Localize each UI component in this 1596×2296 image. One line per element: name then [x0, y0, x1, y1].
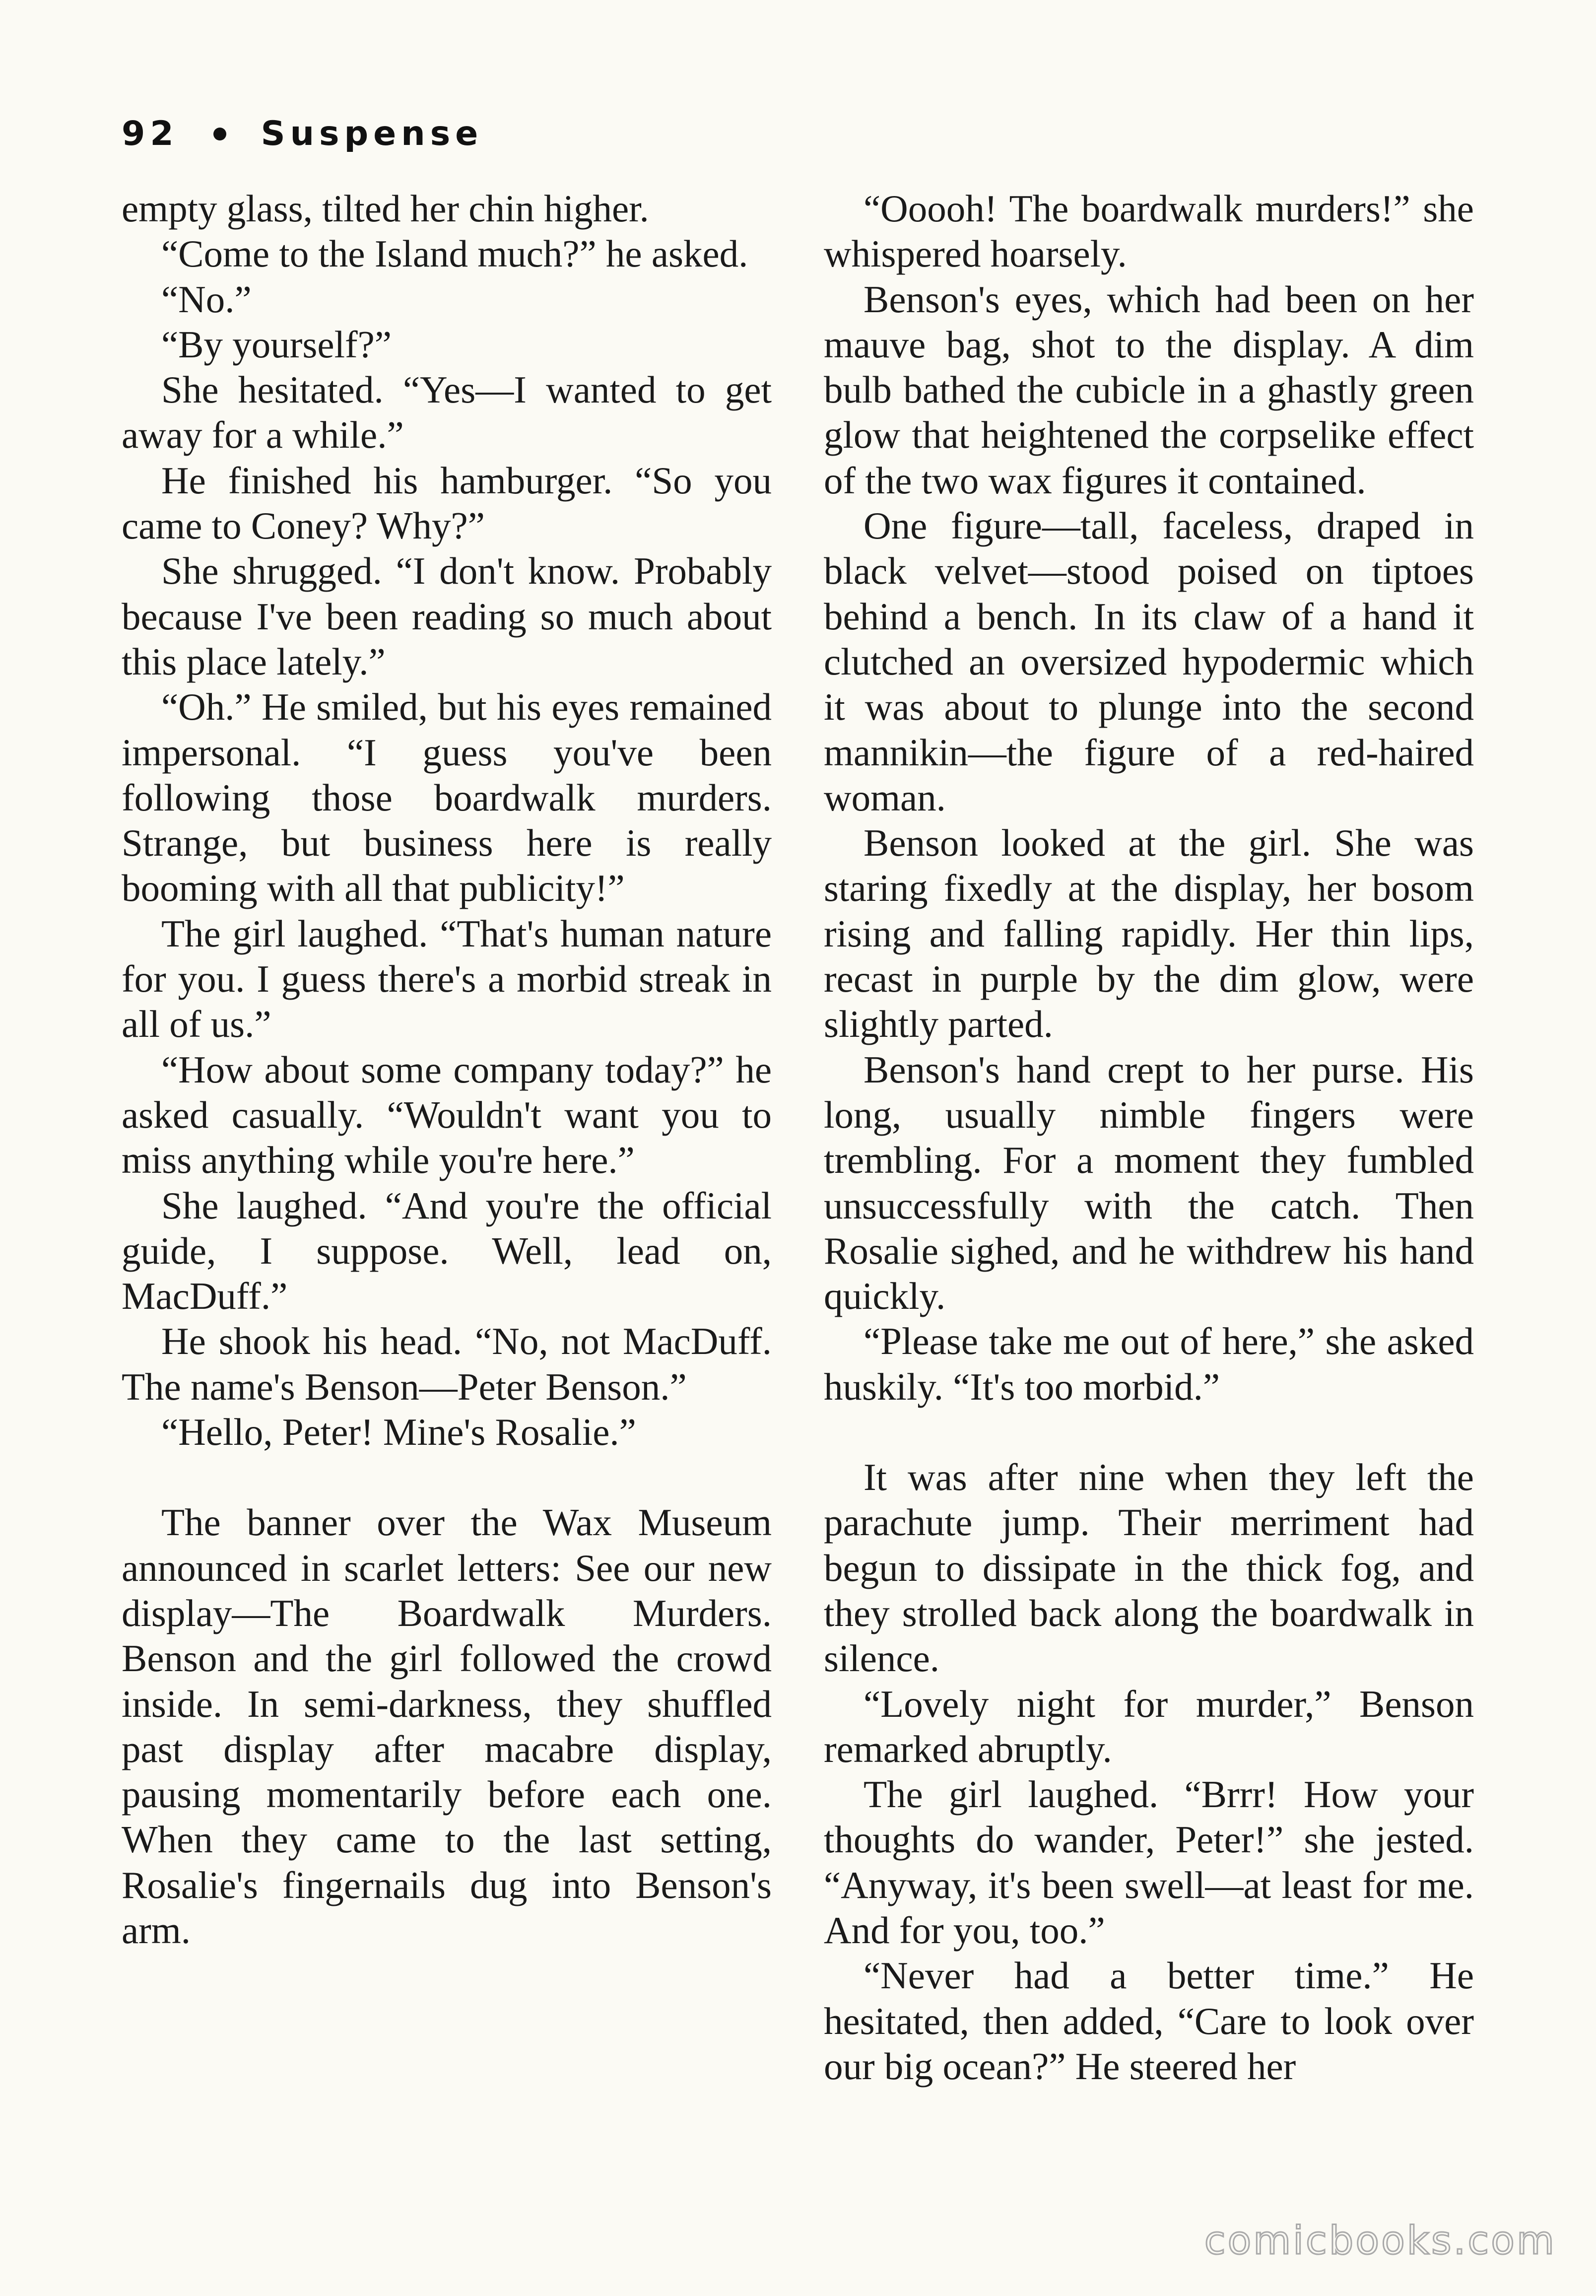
- paragraph: “Never had a better time.” He hesitated, then added, “Care to look over our big ocean?” He steered her: [824, 1954, 1474, 2088]
- paragraph: “Lovely night for murder,” Benson remarked abruptly.: [824, 1682, 1474, 1770]
- paragraph: “Come to the Island much?” he asked.: [161, 232, 748, 275]
- paragraph: The banner over the Wax Museum announced in scarlet letters: See our new display—The Boardwalk Murders. Benson and the girl followed the crowd inside. In semi-darkness, they shuffled past display after macabre display, pausing momentarily before each one. When they came to the last setting, Rosalie's fingernails dug into Benson's arm.: [122, 1501, 772, 1952]
- paragraph: The girl laughed. “That's human nature for you. I guess there's a morbid streak in all of us.”: [122, 912, 772, 1046]
- paragraph: “How about some company today?” he asked casually. “Wouldn't want you to miss anything while you're here.”: [122, 1048, 772, 1182]
- paragraph: It was after nine when they left the parachute jump. Their merriment had begun to dissipate in the thick fog, and they strolled back along the boardwalk in silence.: [824, 1456, 1474, 1680]
- paragraph: “Oh.” He smiled, but his eyes remained impersonal. “I guess you've been following those boardwalk murders. Strange, but business here is really booming with all that publicity!”: [122, 685, 772, 910]
- magazine-title: Suspense: [261, 114, 483, 153]
- bullet-icon: [213, 128, 226, 140]
- paragraph: Benson looked at the girl. She was staring fixedly at the display, her bosom rising and falling rapidly. Her thin lips, recast in purple by the dim glow, were slightly parted.: [824, 821, 1474, 1046]
- right-column: [824, 186, 1474, 2089]
- paragraph: He finished his hamburger. “So you came to Coney? Why?”: [122, 459, 772, 547]
- paragraph: “Please take me out of here,” she asked huskily. “It's too morbid.”: [824, 1320, 1474, 1408]
- paragraph: One figure—tall, faceless, draped in black velvet—stood poised on tiptoes behind a bench. In its claw of a hand it clutched an oversized hypodermic which it was about to plunge into the second mannikin—the figure of a red-haired woman.: [824, 504, 1474, 819]
- paragraph: She laughed. “And you're the official guide, I suppose. Well, lead on, MacDuff.”: [122, 1184, 772, 1318]
- paragraph: “Ooooh! The boardwalk murders!” she whispered hoarsely.: [824, 187, 1474, 275]
- paragraph: She hesitated. “Yes—I wanted to get away for a while.”: [122, 368, 772, 457]
- page-number: 92: [122, 114, 179, 153]
- paragraph: “By yourself?”: [161, 323, 392, 366]
- paragraph: Benson's hand crept to her purse. His long, usually nimble fingers were trembling. For a moment they fumbled unsuccessfully with the catch. Then Rosalie sighed, and he withdrew his hand quickly.: [824, 1048, 1474, 1318]
- paragraph: She shrugged. “I don't know. Probably because I've been reading so much about this place lately.”: [122, 549, 772, 683]
- left-column: [122, 186, 772, 1953]
- paragraph: Benson's eyes, which had been on her mauve bag, shot to the display. A dim bulb bathed the cubicle in a ghastly green glow that heightened the corpselike effect of the two wax figures it contained.: [824, 277, 1474, 502]
- paragraph: “No.”: [161, 277, 252, 321]
- paragraph: empty glass, tilted her chin higher.: [122, 187, 649, 230]
- paragraph: He shook his head. “No, not MacDuff. The name's Benson—Peter Benson.”: [122, 1320, 772, 1408]
- watermark: comicbooks.com: [1204, 2219, 1556, 2263]
- paragraph: The girl laughed. “Brrr! How your thoughts do wander, Peter!” she jested. “Anyway, it's been swell—at least for me. And for you, too.”: [824, 1773, 1474, 1952]
- page-header: [122, 114, 483, 153]
- paragraph: “Hello, Peter! Mine's Rosalie.”: [161, 1411, 636, 1454]
